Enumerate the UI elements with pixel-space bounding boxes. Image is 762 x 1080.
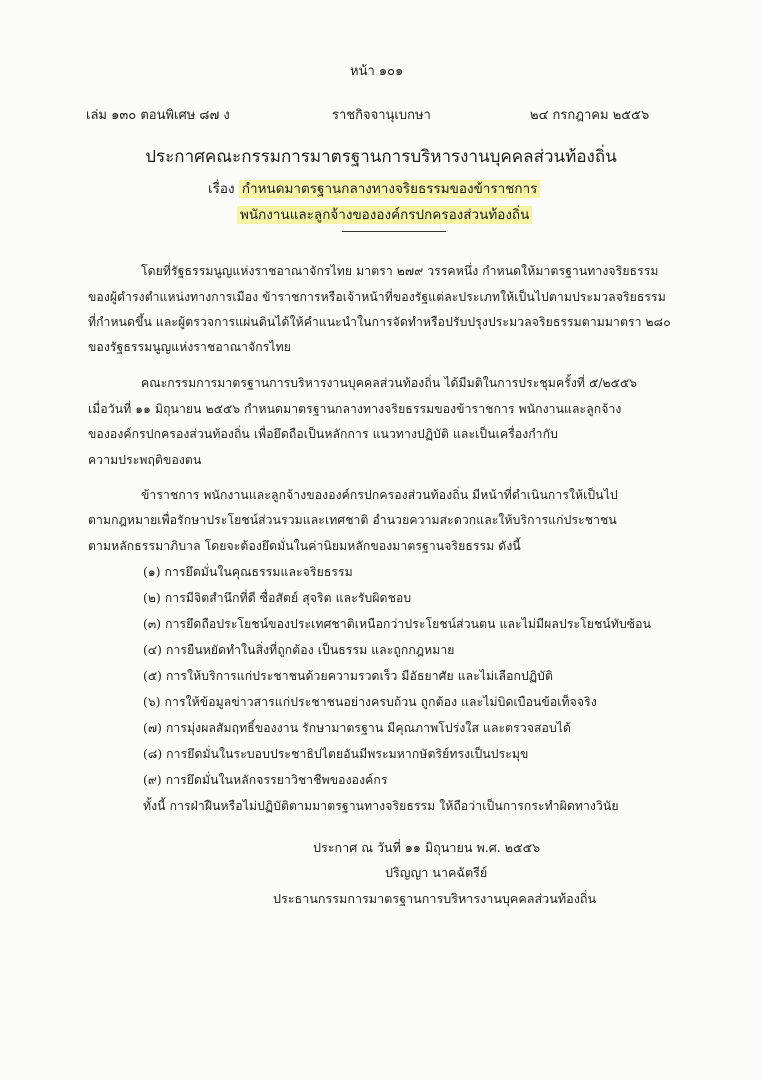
paragraph-3-line: ตามหลักธรรมาภิบาล โดยจะต้องยึดมั่นในค่านิยมหลักของมาตรฐานจริยธรรม ดังนี้	[88, 539, 521, 553]
ethics-item: (๙) การยึดมั่นในหลักจรรยาวิชาชีพขององค์กร	[143, 773, 388, 787]
paragraph-2-line: คณะกรรมการมาตรฐานการบริหารงานบุคคลส่วนท้องถิ่น ได้มีมติในการประชุมครั้งที่ ๕/๒๕๕๖	[141, 376, 638, 390]
ethics-item: (๒) การมีจิตสำนึกที่ดี ซื่อสัตย์ สุจริต และรับผิดชอบ	[143, 591, 412, 605]
ethics-item: (๑) การยึดมั่นในคุณธรรมและจริยธรรม	[143, 565, 353, 579]
subject-line-1	[208, 177, 540, 199]
issue-date: ๒๔ กรกฎาคม ๒๕๕๖	[530, 108, 650, 123]
ethics-item: (๓) การยึดถือประโยชน์ของประเทศชาติเหนือกว่าประโยชน์ส่วนตน และไม่มีผลประโยชน์ทับซ้อน	[143, 617, 652, 631]
ethics-item: (๗) การมุ่งผลสัมฤทธิ์ของงาน รักษามาตรฐาน มีคุณภาพโปร่งใส และตรวจสอบได้	[143, 721, 572, 735]
subject-text-2: พนักงานและลูกจ้างขององค์กรปกครองส่วนท้องถิ่น	[237, 206, 532, 224]
ethics-item: (๘) การยึดมั่นในระบอบประชาธิปไตยอันมีพระมหากษัตริย์ทรงเป็นประมุข	[143, 747, 529, 761]
volume-info: เล่ม ๑๓๐ ตอนพิเศษ ๘๗ ง	[86, 108, 230, 123]
gazette-name: ราชกิจจานุเบกษา	[332, 108, 431, 123]
announcement-date: ประกาศ ณ วันที่ ๑๑ มิถุนายน พ.ศ. ๒๕๕๖	[313, 840, 541, 855]
paragraph-1-line: ที่กำหนดขึ้น และผู้ตรวจการแผ่นดินได้ให้คำแนะนำในการจัดทำหรือปรับปรุงประมวลจริยธรรมตามมาตรา ๒๘๐	[88, 315, 671, 329]
paragraph-3-line: ตามกฎหมายเพื่อรักษาประโยชน์ส่วนรวมและเทศชาติ อำนวยความสะดวกและให้บริการแก่ประชาชน	[88, 513, 617, 527]
paragraph-2-line: เมื่อวันที่ ๑๑ มิถุนายน ๒๕๕๖ กำหนดมาตรฐานกลางทางจริยธรรมของข้าราชการ พนักงานและลูกจ้าง	[88, 402, 622, 416]
signatory-name: ปริญญา นาคฉัตรีย์	[385, 865, 488, 880]
paragraph-3-line: ข้าราชการ พนักงานและลูกจ้างขององค์กรปกครองส่วนท้องถิ่น มีหน้าที่ดำเนินการให้เป็นไป	[141, 488, 618, 502]
paragraph-1-line: ของรัฐธรรมนูญแห่งราชอาณาจักรไทย	[88, 340, 292, 354]
paragraph-2-line: ขององค์กรปกครองส่วนท้องถิ่น เพื่อยึดถือเป็นหลักการ แนวทางปฏิบัติ และเป็นเครื่องกำกับ	[88, 427, 558, 441]
paragraph-1-line: โดยที่รัฐธรรมนูญแห่งราชอาณาจักรไทย มาตรา ๒๗๙ วรรคหนึ่ง กำหนดให้มาตรฐานทางจริยธรรม	[141, 264, 659, 278]
paragraph-1-line: ของผู้ดำรงตำแหน่งทางการเมือง ข้าราชการหรือเจ้าหน้าที่ของรัฐแต่ละประเภทให้เป็นไปตามประมวลจริยธรรม	[88, 290, 666, 304]
page-number: หน้า ๑๐๑	[350, 64, 404, 79]
subject-line-2	[237, 203, 532, 225]
subject-text-1: กำหนดมาตรฐานกลางทางจริยธรรมของข้าราชการ	[239, 180, 541, 198]
announcement-title: ประกาศคณะกรรมการมาตรฐานการบริหารงานบุคคลส่วนท้องถิ่น	[145, 147, 617, 167]
ethics-item: (๖) การให้ข้อมูลข่าวสารแก่ประชาชนอย่างครบถ้วน ถูกต้อง และไม่บิดเบือนข้อเท็จจริง	[143, 695, 597, 709]
closing-statement: ทั้งนี้ การฝ่าฝืนหรือไม่ปฏิบัติตามมาตรฐานทางจริยธรรม ให้ถือว่าเป็นการกระทำผิดทางวินัย	[143, 799, 619, 813]
paragraph-2-line: ความประพฤติของตน	[88, 453, 202, 467]
ethics-item: (๔) การยืนหยัดทำในสิ่งที่ถูกต้อง เป็นธรรม และถูกกฎหมาย	[143, 643, 455, 657]
signatory-position: ประธานกรรมการมาตรฐานการบริหารงานบุคคลส่วนท้องถิ่น	[273, 891, 597, 906]
ethics-item: (๕) การให้บริการแก่ประชาชนด้วยความรวดเร็ว มีอัธยาศัย และไม่เลือกปฏิบัติ	[143, 669, 553, 683]
subject-prefix: เรื่อง	[208, 181, 235, 197]
title-divider	[342, 231, 446, 232]
